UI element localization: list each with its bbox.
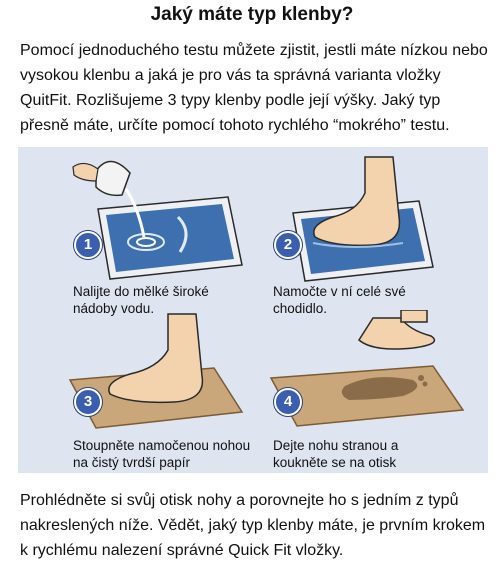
step-1 xyxy=(18,147,253,316)
step-number-badge: 4 xyxy=(274,388,302,416)
step-caption: Stoupněte namočenou nohou na čistý tvrdší papír xyxy=(73,438,251,470)
page-title: Jaký máte typ klenby? xyxy=(150,4,354,25)
outro-paragraph: Prohlédněte si svůj otisk nohy a porovnejte ho s jedním z typů nakreslených níže. Vědět, jaký typ klenby máte, je prvním krokem k rychlému nalezení správné Quick Fit vložky. xyxy=(20,492,486,559)
step-caption: Namočte v ní celé své chodidlo. xyxy=(273,284,406,316)
step-number-badge: 1 xyxy=(74,231,102,259)
step-3 xyxy=(18,310,253,473)
intro-paragraph: Pomocí jednoduchého testu můžete zjistit, jestli máte nízkou nebo vysokou klenbu a jaká je pro vás ta správná varianta vložky QuitFit. Rozlišujeme 3 typy klenby podle její výšky. Jaký typ přesně máte, určíte pomocí tohoto rychlého “mokrého” testu. xyxy=(20,42,488,134)
step-caption: Nalijte do mělké široké nádoby vodu. xyxy=(73,284,209,316)
step-4 xyxy=(253,310,488,473)
instructions-illustration xyxy=(18,147,488,473)
step-2 xyxy=(253,147,488,316)
step-number-badge: 2 xyxy=(274,231,302,259)
step-caption: Dejte nohu stranou a koukněte se na otisk xyxy=(273,438,399,470)
step-number-badge: 3 xyxy=(74,388,102,416)
